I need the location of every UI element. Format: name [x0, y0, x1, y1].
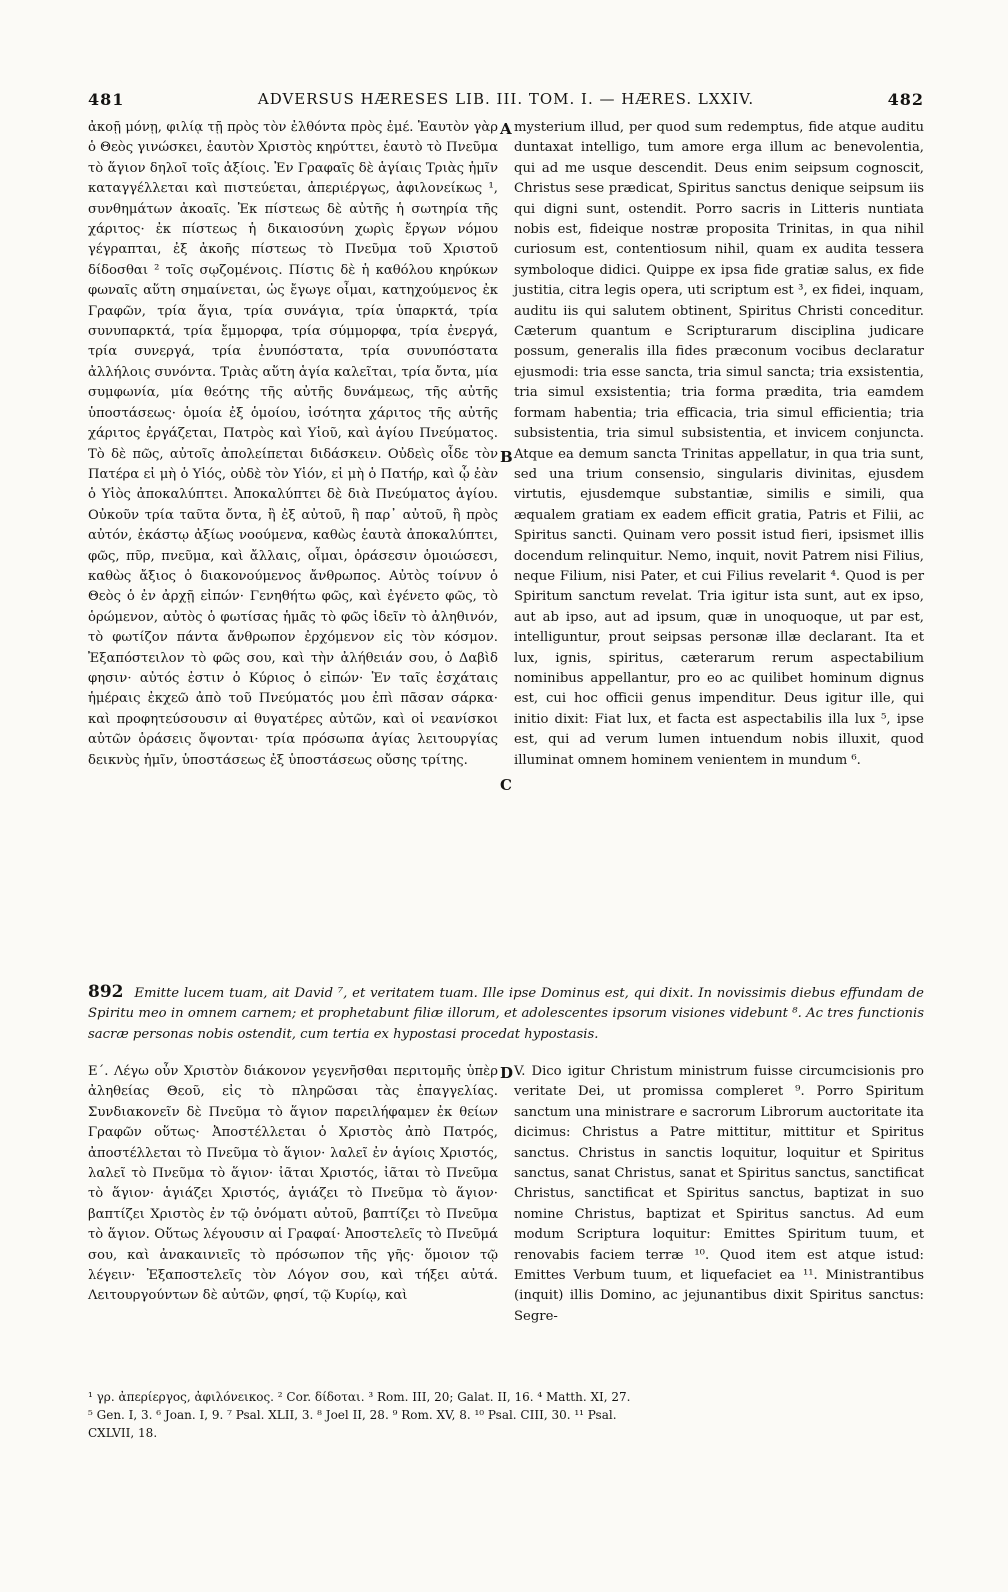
section-marker-c: C	[500, 776, 512, 794]
greek-column-top	[88, 118, 498, 771]
latin-column-bottom	[514, 1062, 924, 1327]
full-width-paragraph	[88, 982, 924, 1045]
section-marker-d: D	[500, 1064, 514, 1082]
latin-column-top	[514, 118, 924, 771]
greek-column-bottom	[88, 1062, 498, 1307]
section-marker-a: A	[500, 120, 512, 138]
footnote-line: ¹ γρ. ἀπερίεργος, ἀφιλόνεικος. ² Cor. δίδοται. ³ Rom. III, 20; Galat. II, 16. ⁴ Matth. XI, 27.	[88, 1390, 631, 1404]
column-number: 892	[88, 982, 124, 1002]
greek-paragraph-top: ἀκοῇ μόνῃ, φιλίᾳ τῇ πρὸς τὸν ἐλθόντα πρὸς ἐμέ. Ἑαυτὸν γὰρ ὁ Θεὸς γινώσκει, ἑαυτὸν Χριστὸς κηρύττει, ἑαυτὸ τὸ Πνεῦμα τὸ ἅγιον δηλοῖ τοῖς ἀξίοις. Ἐν Γραφαῖς δὲ ἁγίαις Τριὰς ἡμῖν καταγγέλλεται καὶ πιστεύεται, ἀπεριέργως, ἀφιλονείκως ¹, συνθημάτων ἀκοαῖς. Ἐκ πίστεως δὲ αὐτῆς ἡ σωτηρία τῆς χάριτος· ἐκ πίστεως ἡ δικαιοσύνη χωρὶς ἔργων νόμου γέγραπται, ἐξ ἀκοῆς πίστεως τὸ Πνεῦμα τοῦ Χριστοῦ δίδοσθαι ² τοῖς σῳζομένοις. Πίστις δὲ ἡ καθόλου κηρύκων φωναῖς αὕτη σημαίνεται, ὡς ἔγωγε οἶμαι, κατηχούμενος ἐκ Γραφῶν, τρία ἅγια, τρία συνάγια, τρία ὑπαρκτά, τρία συνυπαρκτά, τρία ἔμμορφα, τρία σύμμορφα, τρία ἐνεργά, τρία συνεργά, τρία ἐνυπόστατα, τρία συνυπόστατα ἀλλήλοις συνόντα. Τριὰς αὕτη ἁγία καλεῖται, τρία ὄντα, μία συμφωνία, μία θεότης τῆς αὐτῆς δυνάμεως, τῆς αὐτῆς ὑποστάσεως· ὁμοία ἐξ ὁμοίου, ἰσότητα χάριτος τῆς αὐτῆς χάριτος ἐργάζεται, Πατρὸς καὶ Υἱοῦ, καὶ ἁγίου Πνεύματος. Τὸ δὲ πῶς, αὐτοῖς ἀπολείπεται διδάσκειν. Οὐδεὶς οἶδε τὸν Πατέρα εἰ μὴ ὁ Υἱός, οὐδὲ τὸν Υἱόν, εἰ μὴ ὁ Πατήρ, καὶ ᾧ ἐὰν ὁ Υἱὸς ἀποκαλύπτει. Ἀποκαλύπτει δὲ διὰ Πνεύματος ἁγίου. Οὐκοῦν τρία ταῦτα ὄντα, ἢ ἐξ αὐτοῦ, ἢ παρ᾽ αὐτοῦ, ἢ πρὸς αὐτόν, ἑκάστῳ ἀξίως νοούμενα, καθὼς ἑαυτὰ ἀποκαλύπτει, φῶς, πῦρ, πνεῦμα, καὶ ἄλλαις, οἶμαι, ὁράσεσιν ὁμοιώσεσι, καθὼς ἄξιος ὁ διακονούμενος ἄνθρωπος. Αὐτὸς τοίνυν ὁ Θεὸς ὁ ἐν ἀρχῇ εἰπών· Γενηθήτω φῶς, καὶ ἐγένετο φῶς, τὸ ὁρώμενον, αὐτὸς ὁ φωτίσας ἡμᾶς τὸ φῶς ἰδεῖν τὸ ἀληθινόν, τὸ φωτίζον πάντα ἄνθρωπον ἐρχόμενον εἰς τὸν κόσμον. Ἐξαπόστειλον τὸ φῶς σου, καὶ τὴν ἀλήθειάν σου, ὁ Δαβὶδ φησιν· αὐτός ἐστιν ὁ Κύριος ὁ εἰπών· Ἐν ταῖς ἐσχάταις ἡμέραις ἐκχεῶ ἀπὸ τοῦ Πνεύματός μου ἐπὶ πᾶσαν σάρκα· καὶ προφητεύσουσιν αἱ θυγατέρες αὐτῶν, καὶ οἱ νεανίσκοι αὐτῶν ὁράσεις ὄψονται· τρία πρόσωπα ἁγίας λειτουργίας δεικνὺς ἡμῖν, ὑποστάσεως ἐξ ὑποστάσεως οὔσης τρίτης.	[88, 120, 498, 768]
page-number-left: 481	[88, 90, 125, 109]
page-number-right: 482	[887, 90, 924, 109]
latin-paragraph-top: mysterium illud, per quod sum redemptus, fide atque auditu duntaxat intelligo, tum amore erga illum ac benevolentia, qui ad me usque descendit. Deus enim seipsum cognoscit, Christus sese prædicat, Spiritus sanctus denique seipsum iis qui digni sunt, ostendit. Porro sacris in Litteris nuntiata nobis est, fideique nostræ proposita Trinitas, in qua nihil curiosum est, contentiosum nihil, quam ex audita tessera symboloque didici. Quippe ex ipsa fide gratiæ salus, ex fide justitia, citra legis opera, uti scriptum est ³, ex fidei, inquam, auditu iis qui salutem obtinent, Spiritus Christi conceditur. Cæterum quantum e Scripturarum disciplina judicare possum, generalis illa fides præconum vocibus declaratur ejusmodi: tria esse sancta, tria simul sancta; tria exsistentia, tria simul exsistentia; tria forma prædita, tria eamdem formam habentia; tria efficacia, tria simul efficientia; tria subsistentia, tria simul subsistentia, et invicem conjuncta. Atque ea demum sancta Trinitas appellatur, in qua tria sunt, sed una trium consensio, singularis divinitas, ejusdem virtutis, ejusdemque substantiæ, similis e simili, qua æqualem gratiam ex eadem efficit gratia, Patris et Filii, ac Spiritus sancti. Quinam vero possit istud fieri, ipsismet illis docendum relinquitur. Nemo, inquit, novit Patrem nisi Filius, neque Filium, nisi Pater, et cui Filius revelarit ⁴. Quod is per Spiritum sanctum revelat. Tria igitur ista sunt, aut ex ipso, aut ab ipso, aut ad ipsum, quæ in unoquoque, ut par est, intelliguntur, prout seipsas personæ illæ declarant. Ita et lux, ignis, spiritus, cæterarum rerum aspectabilium nominibus appellantur, pro eo ac quilibet hominum dignus est, cui hoc officii genus impenditur. Deus igitur ille, qui initio dixit: Fiat lux, et facta est aspectabilis illa lux ⁵, ipse est, qui ad verum lumen intuendum nobis illuxit, quod illuminat omnem hominem venientem in mundum ⁶.	[514, 120, 924, 768]
running-title: ADVERSUS HÆRESES LIB. III. TOM. I. — HÆRES. LXXIV.	[257, 90, 755, 108]
full-width-text: Emitte lucem tuam, ait David ⁷, et veritatem tuam. Ille ipse Dominus est, qui dixit. In novissimis diebus effundam de Spiritu meo in omnem carnem; et prophetabunt filiæ illorum, et adolescentes ipsorum visiones videbunt ⁸. Ac tres functionis sacræ personas nobis ostendit, cum tertia ex hypostasi procedat hypostasis.	[88, 986, 924, 1042]
greek-paragraph-bottom: Ε΄. Λέγω οὖν Χριστὸν διάκονον γεγενῆσθαι περιτομῆς ὑπὲρ ἀληθείας Θεοῦ, εἰς τὸ πληρῶσαι τὰς ἐπαγγελίας. Συνδιακονεῖν δὲ Πνεῦμα τὸ ἅγιον παρειλήφαμεν ἐκ θείων Γραφῶν οὕτως· Ἀποστέλλεται ὁ Χριστὸς ἀπὸ Πατρός, ἀποστέλλεται τὸ Πνεῦμα τὸ ἅγιον· λαλεῖ ἐν ἁγίοις Χριστός, λαλεῖ τὸ Πνεῦμα τὸ ἅγιον· ἰᾶται Χριστός, ἰᾶται τὸ Πνεῦμα τὸ ἅγιον· ἁγιάζει Χριστός, ἁγιάζει τὸ Πνεῦμα τὸ ἅγιον· βαπτίζει Χριστὸς ἐν τῷ ὀνόματι αὐτοῦ, βαπτίζει τὸ Πνεῦμα τὸ ἅγιον. Οὕτως λέγουσιν αἱ Γραφαί· Ἀποστελεῖς τὸ Πνεῦμά σου, καὶ ἀνακαινιεῖς τὸ πρόσωπον τῆς γῆς· ὅμοιον τῷ λέγειν· Ἐξαποστελεῖς τὸν Λόγον σου, καὶ τήξει αὐτά. Λειτουργούντων δὲ αὐτῶν, φησί, τῷ Κυρίῳ, καὶ	[88, 1064, 498, 1304]
section-marker-b: B	[500, 448, 513, 466]
footnotes	[88, 1388, 924, 1442]
footnote-line: CXLVII, 18.	[88, 1426, 158, 1440]
running-header	[88, 90, 924, 114]
footnote-line: ⁵ Gen. I, 3. ⁶ Joan. I, 9. ⁷ Psal. XLII, 3. ⁸ Joel II, 28. ⁹ Rom. XV, 8. ¹⁰ Psal. CIII, 30. ¹¹ Psal.	[88, 1408, 617, 1422]
latin-paragraph-bottom: V. Dico igitur Christum ministrum fuisse circumcisionis pro veritate Dei, ut promissa compleret ⁹. Porro Spiritum sanctum una ministrare e sacrorum Librorum auctoritate ita dicimus: Christus a Patre mittitur, mittitur et Spiritus sanctus. Christus in sanctis loquitur, loquitur et Spiritus sanctus, sanat Christus, sanat et Spiritus sanctus, sanctificat Christus, sanctificat et Spiritus sanctus, baptizat in suo nomine Christus, baptizat et Spiritus sanctus. Ad eum modum Scriptura loquitur: Emittes Spiritum tuum, et renovabis faciem terræ ¹⁰. Quod item est atque istud: Emittes Verbum tuum, et liquefaciet ea ¹¹. Ministrantibus (inquit) illis Domino, ac jejunantibus dixit Spiritus sanctus: Segre-	[514, 1064, 924, 1324]
